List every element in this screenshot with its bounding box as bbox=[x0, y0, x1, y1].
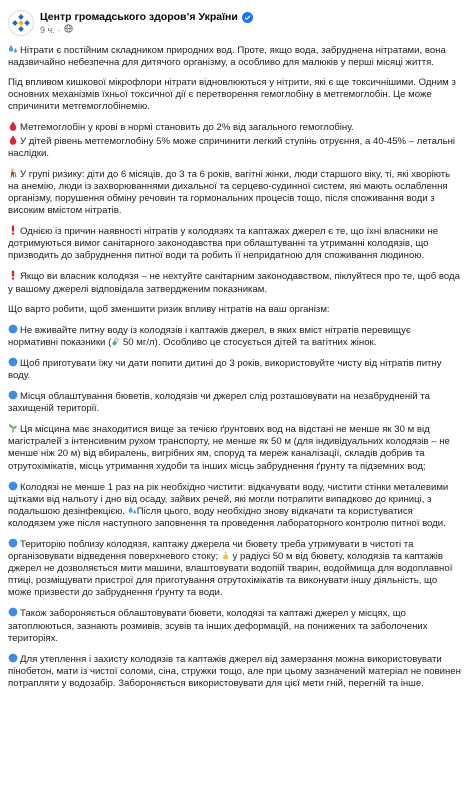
post-header bbox=[8, 0, 461, 44]
distances-text: Ця місцина має знаходитися вище за течією ґрунтових вод на відстані не менше як 30 м від магістралей з інтенсивним рухом транспорту, не менше як 50 м (для індивідуальних колодязів – не менше ніж 20 м) від вбиралень, вигрібних ям, споруд та мереж каналізації, складів добрив та отрутохімікатів, місць утримання худоби та інших місць забруднення ґрунту та підземних вод; bbox=[8, 424, 450, 472]
paragraph-insulation bbox=[8, 653, 461, 690]
paragraph-cleaning bbox=[8, 481, 461, 530]
territory-text-a: Територію поблизу колодязя, каптажу джерела чи бювету треба утримувати в чистоті та організовувати відведення поверхневого стоку; bbox=[8, 539, 414, 563]
paragraph-owner-advice bbox=[8, 270, 461, 295]
meta-separator: · bbox=[57, 24, 61, 35]
cause-text: Однією із причин наявності нітратів у колодязях та каптажах джерел є те, що їхні власники не дотримуються вимог санітарного законодавства при облаштуванні та утриманні колодязів, що призводить до забруднення питної води та робить її непридатною для споживання людиною. bbox=[8, 226, 439, 262]
do-not-drink-text-b: 50 мг/л). Особливо це стосується дітей та вагітних жінок. bbox=[120, 336, 377, 348]
paragraph-intro bbox=[8, 44, 461, 69]
insulation-text: Для утеплення і захисту колодязів та каптажів джерел від замерзання можна використовувати пінобетон, мати із чистої соломи, сіна, стружки тощо, але при цьому зазначений матеріал не повинен потрапляти у водозабір. Забороняється використовувати для цієї мети гній, перегній та інше. bbox=[8, 653, 461, 689]
post-timestamp[interactable]: 9 ч. bbox=[40, 24, 55, 35]
page-name-link[interactable]: Центр громадського здоров’я України bbox=[40, 11, 238, 23]
verified-badge-icon bbox=[242, 12, 253, 23]
paragraph-location bbox=[8, 390, 461, 415]
blue-circle-icon bbox=[8, 538, 18, 548]
blood-drop-icon bbox=[8, 121, 18, 131]
paragraph-clean-water-for-children bbox=[8, 357, 461, 382]
clean-water-text: Щоб приготувати їжу чи дати попити дитині до 3 років, використовуйте чисту від нітратів питну воду. bbox=[8, 357, 442, 381]
paragraph-cause bbox=[8, 225, 461, 262]
paragraph-methemoglobin bbox=[8, 121, 461, 159]
paragraph-risk-group bbox=[8, 168, 461, 217]
methemoglobin-norm-text: Метгемоглобін у крові в нормі становить до 2% від загального гемоглобіну. bbox=[20, 122, 354, 134]
red-exclamation-icon bbox=[8, 270, 18, 280]
cleaning-text-b: Після цього, воду необхідно знову відкачати та користуватися колодязем уже після наступного заповнення та проведення лабораторного контролю питної води. bbox=[8, 505, 446, 529]
water-droplets-icon bbox=[8, 44, 18, 54]
phc-logo-icon[interactable] bbox=[8, 10, 34, 36]
blue-circle-icon bbox=[8, 607, 18, 617]
paragraph-mechanism: Під впливом кишкової мікрофлори нітрати відновлюються у нітрити, які є ще токсичнішими. Одним з основних механізмів їхньої токсичної дії є перетворення гемоглобіну в метгемоглобін. Це може спричинити метгемоглобінемію. bbox=[8, 77, 456, 113]
paragraph-distances bbox=[8, 423, 461, 472]
seedling-icon bbox=[8, 423, 18, 433]
paragraph-territory bbox=[8, 538, 461, 599]
location-text: Місця облаштування бюветів, колодязів чи джерел слід розташовувати на незабрудненій та захищеній території. bbox=[8, 391, 430, 415]
red-exclamation-icon bbox=[8, 225, 18, 235]
paragraph-flooding bbox=[8, 607, 461, 644]
water-droplets-icon bbox=[128, 506, 137, 515]
blue-circle-icon bbox=[8, 653, 18, 663]
blue-circle-icon bbox=[8, 390, 18, 400]
owner-advice-text: Якщо ви власник колодязя – не нехтуйте санітарним законодавством, піклуйтеся про те, щоб вода у вашому джерелі відповідала затвердженим показникам. bbox=[8, 271, 460, 295]
territory-text-b: у радіусі 50 м від бювету, колодязів та каптажів джерел не дозволяється мити машини, влаштовувати водопій тварин, водоймища для водоплавної птиці, розміщувати пристрої для приготування отрутохімікатів та виконувати іншу діяльність, що може призвести до забруднення ґрунту та води. bbox=[8, 551, 453, 599]
do-not-drink-text-a: Не вживайте питну воду із колодязів і каптажів джерел, в яких вміст нітратів перевищує нормативні показники ( bbox=[8, 324, 411, 348]
cleaning-text-a: Колодязі не менше 1 раз на рік необхідно чистити: відкачувати воду, чистити стінки металевими щітками від нальоту і дно від осаду, зайвих речей, які могли потрапити випадково до криниці, з подальшою дезінфекцією. bbox=[8, 481, 449, 517]
test-tube-icon bbox=[111, 337, 120, 346]
paragraph-intro-text: Нітрати є постійним складником природних вод. Проте, якщо вода, забруднена нітратами, вона надзвичайно небезпечна для дитячого організму, а особливо для малюків у перші місяці життя. bbox=[8, 45, 446, 69]
post-text bbox=[8, 44, 461, 690]
blood-drop-icon bbox=[8, 135, 18, 145]
risk-group-text: У групі ризику: діти до 6 місяців, до 3 та 6 років, вагітні жінки, люди старшого віку, ті, які хворіють на анемію, люди із захворюваннями дихальної та серцево-судинної систем, які мають ослаблення організму, порушення обміну речовин та гормональних процесів тощо, після споживання води з високим вмістом нітратів. bbox=[8, 168, 451, 217]
elderly-person-icon bbox=[8, 168, 18, 178]
methemoglobin-children-text: У дітей рівень метгемоглобіну 5% може спричинити легкий ступінь отруєння, а 40-45% – летальні наслідки. bbox=[8, 135, 456, 159]
flooding-text: Також забороняється облаштовувати бювети, колодязі та каптажі джерел у місцях, що затоплюються, зазнають розмивів, зсувів та інших деформацій, на понижених та заболочених територіях. bbox=[8, 608, 428, 644]
blue-circle-icon bbox=[8, 324, 18, 334]
blue-circle-icon bbox=[8, 481, 18, 491]
paragraph-what-to-do: Що варто робити, щоб зменшити ризик впливу нітратів на ваш організм: bbox=[8, 303, 330, 315]
paragraph-do-not-drink bbox=[8, 324, 461, 349]
blue-circle-icon bbox=[8, 357, 18, 367]
globe-icon[interactable] bbox=[64, 24, 73, 35]
pointing-hand-icon bbox=[221, 551, 230, 560]
